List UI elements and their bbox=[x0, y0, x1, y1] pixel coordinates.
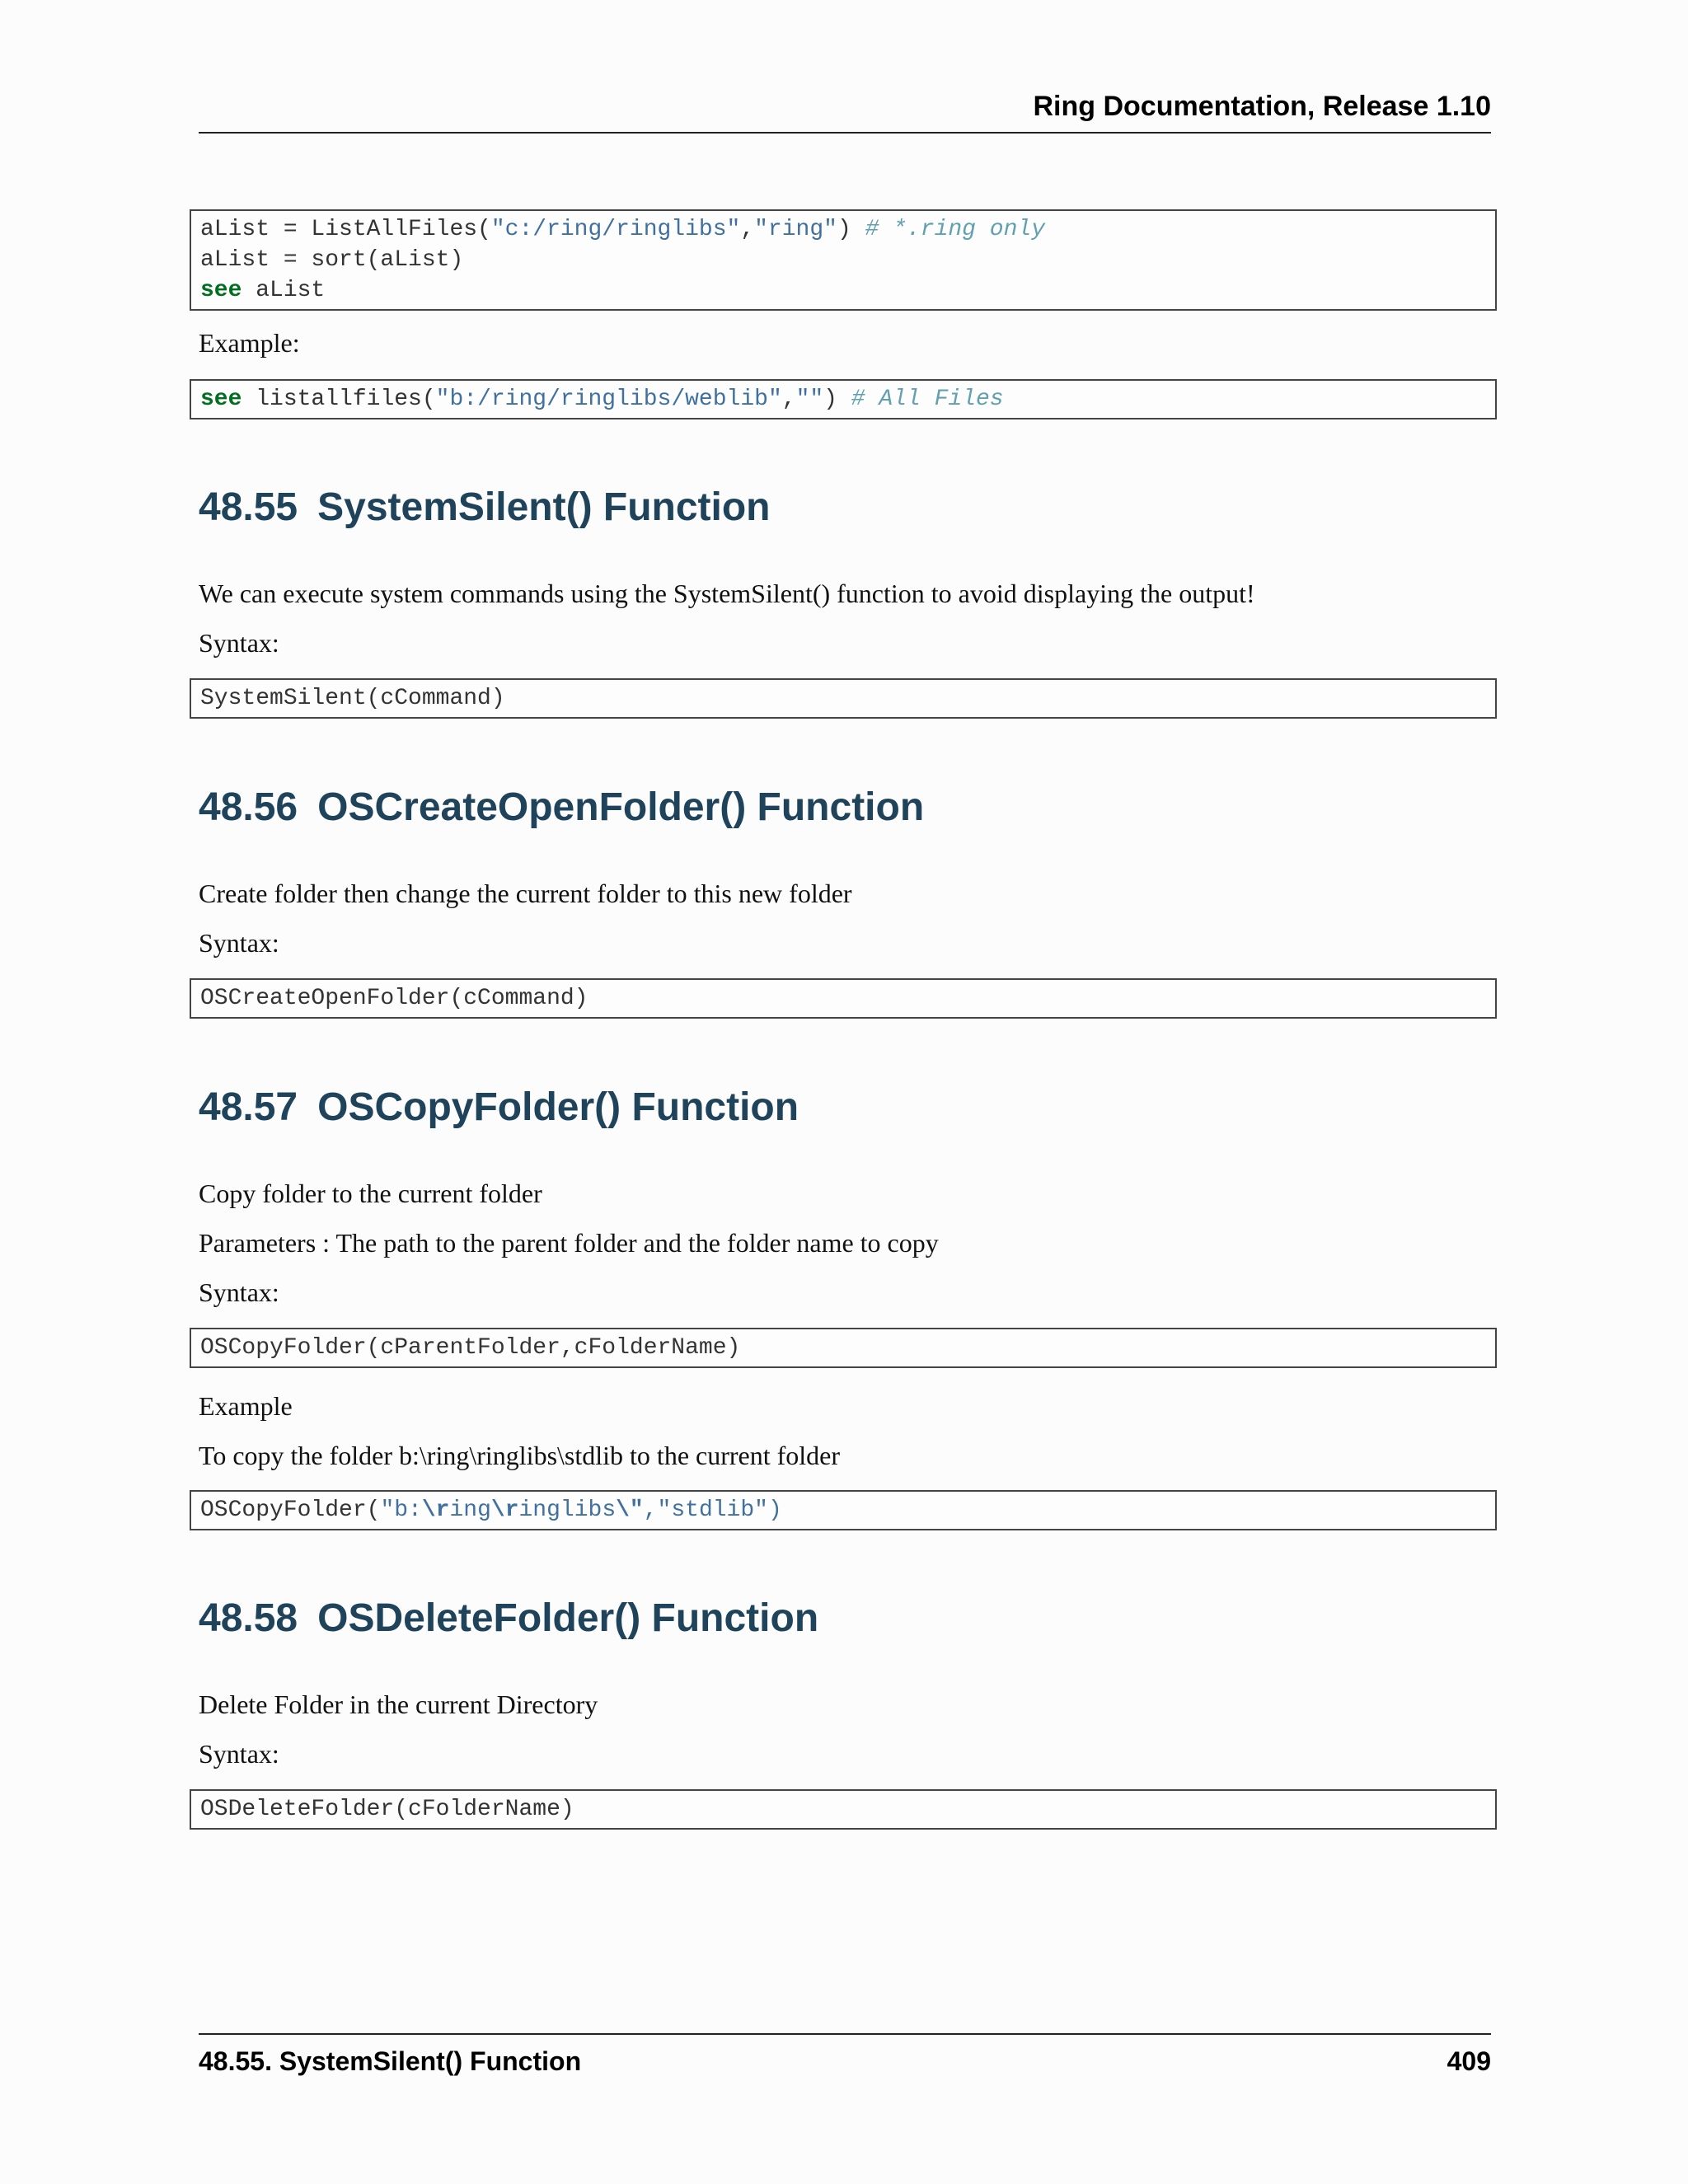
code-keyword: see bbox=[200, 278, 242, 303]
code-block-listallfiles-example bbox=[190, 379, 1497, 419]
code-string: ing bbox=[449, 1497, 491, 1523]
example-label: Example: bbox=[199, 328, 300, 358]
page-footer bbox=[199, 2033, 1491, 2093]
code-text: aList = ListAllFiles( bbox=[200, 217, 491, 242]
code-text: , bbox=[740, 217, 755, 242]
code-escape: \r bbox=[490, 1497, 519, 1523]
code-string: "" bbox=[795, 387, 824, 412]
section-title: SystemSilent() Function bbox=[317, 485, 771, 529]
code-string: inglibs bbox=[518, 1497, 617, 1523]
code-escape: \r bbox=[421, 1497, 450, 1523]
code-block-listallfiles bbox=[190, 209, 1497, 311]
example-label: Example bbox=[199, 1391, 293, 1421]
section-number: 48.55 bbox=[199, 485, 298, 529]
code-string: , bbox=[643, 1497, 658, 1523]
syntax-label: Syntax: bbox=[199, 628, 279, 658]
code-text: aList = sort(aList) bbox=[200, 247, 464, 273]
code-string: "stdlib") bbox=[657, 1497, 782, 1523]
syntax-label: Syntax: bbox=[199, 1739, 279, 1769]
code-text: OSCreateOpenFolder(cCommand) bbox=[200, 986, 588, 1011]
code-block-syntax bbox=[190, 978, 1497, 1019]
code-string: "b:/ring/ringlibs/weblib" bbox=[435, 387, 782, 412]
section-heading-oscopyfolder bbox=[199, 1085, 799, 1130]
code-text: OSDeleteFolder(cFolderName) bbox=[200, 1797, 574, 1822]
code-keyword: see bbox=[200, 387, 242, 412]
section-heading-osdeletefolder bbox=[199, 1596, 818, 1641]
code-block-example bbox=[190, 1490, 1497, 1530]
code-block-syntax bbox=[190, 1328, 1497, 1368]
section-heading-systemsilent bbox=[199, 485, 771, 530]
code-text: aList bbox=[241, 278, 326, 303]
section-description: Copy folder to the current folder bbox=[199, 1179, 542, 1208]
section-title: OSDeleteFolder() Function bbox=[317, 1596, 819, 1640]
code-text: ) bbox=[837, 217, 865, 242]
section-description: We can execute system commands using the SystemSilent() function to avoid displaying the output! bbox=[199, 579, 1255, 608]
syntax-label: Syntax: bbox=[199, 928, 279, 958]
code-escape: \" bbox=[616, 1497, 644, 1523]
section-title: OSCopyFolder() Function bbox=[317, 1085, 799, 1129]
code-text: , bbox=[781, 387, 796, 412]
example-text: To copy the folder b:\ring\ringlibs\stdlib to the current folder bbox=[199, 1441, 841, 1470]
code-string: "c:/ring/ringlibs" bbox=[490, 217, 741, 242]
code-string: "ring" bbox=[754, 217, 837, 242]
section-description: Create folder then change the current folder to this new folder bbox=[199, 879, 852, 908]
code-comment: # All Files bbox=[851, 387, 1004, 412]
section-number: 48.57 bbox=[199, 1085, 298, 1129]
code-text: OSCopyFolder(cParentFolder,cFolderName) bbox=[200, 1335, 741, 1361]
document-title: Ring Documentation, Release 1.10 bbox=[1033, 91, 1491, 122]
code-comment: # *.ring only bbox=[865, 217, 1045, 242]
code-block-syntax bbox=[190, 1789, 1497, 1830]
section-description: Delete Folder in the current Directory bbox=[199, 1690, 598, 1719]
code-text: ) bbox=[823, 387, 851, 412]
code-text: SystemSilent(cCommand) bbox=[200, 686, 505, 711]
section-heading-oscreateopenfolder bbox=[199, 785, 924, 830]
section-number: 48.56 bbox=[199, 785, 298, 829]
syntax-label: Syntax: bbox=[199, 1277, 279, 1307]
footer-section-link[interactable]: 48.55. SystemSilent() Function bbox=[199, 2046, 582, 2076]
section-title: OSCreateOpenFolder() Function bbox=[317, 785, 925, 829]
page-header bbox=[199, 89, 1491, 134]
parameters-text: Parameters : The path to the parent folder and the folder name to copy bbox=[199, 1228, 939, 1258]
code-string: "b: bbox=[380, 1497, 422, 1523]
section-number: 48.58 bbox=[199, 1596, 298, 1640]
code-text: OSCopyFolder( bbox=[200, 1497, 381, 1523]
code-text: listallfiles( bbox=[241, 387, 436, 412]
page-number: 409 bbox=[1447, 2046, 1491, 2076]
code-block-syntax bbox=[190, 678, 1497, 719]
